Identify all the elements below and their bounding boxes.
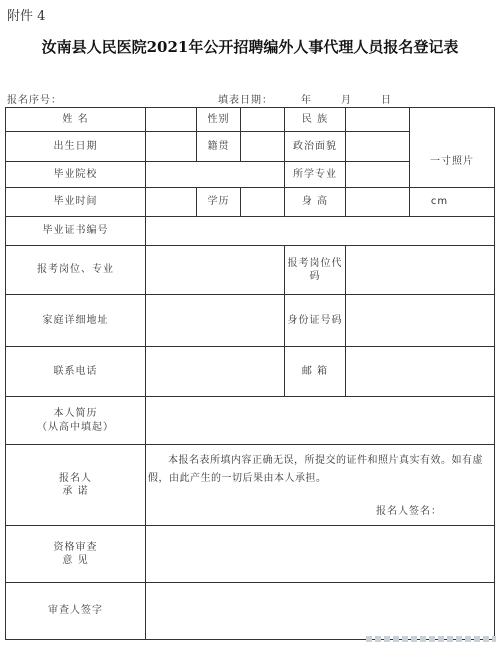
- review-label: [5, 525, 146, 583]
- resume-field[interactable]: [145, 396, 495, 445]
- grad-time-label: 毕业时间: [5, 187, 146, 217]
- signature-label[interactable]: 报名人签名：: [376, 506, 442, 517]
- pledge-label-line2: 承 诺: [62, 486, 89, 497]
- major-field[interactable]: [345, 161, 410, 188]
- school-label: 毕业院校: [5, 161, 146, 188]
- day-label: 日: [381, 95, 392, 106]
- native-place-field[interactable]: [240, 131, 285, 162]
- resume-label-line1: 本人简历: [53, 408, 98, 419]
- certificate-no-label: 毕业证书编号: [5, 216, 146, 246]
- gender-label: 性别: [196, 107, 241, 132]
- political-status-field[interactable]: [345, 131, 410, 162]
- fill-date-label: 填表日期：: [218, 95, 273, 106]
- id-no-label: 身份证号码: [284, 294, 346, 347]
- pledge-text: 本报名表所填内容正确无误，所提交的证件和照片真实有效。如有虚假，由此产生的一切后果由本人承担。: [148, 455, 483, 484]
- resume-label: [5, 396, 146, 445]
- ethnicity-field[interactable]: [345, 107, 410, 132]
- school-field[interactable]: [145, 161, 285, 188]
- major-label: 所学专业: [284, 161, 346, 188]
- phone-field[interactable]: [145, 346, 285, 397]
- pledge-label-line1: 报名人: [59, 472, 92, 484]
- reviewer-sign-field[interactable]: [145, 582, 495, 640]
- watermark-bar: [366, 636, 496, 642]
- review-field[interactable]: [145, 525, 495, 583]
- phone-label: 联系电话: [5, 346, 146, 397]
- position-field[interactable]: [145, 245, 285, 295]
- reg-no-label: 报名序号：: [7, 95, 62, 106]
- year-label: 年: [301, 95, 312, 106]
- review-label-line1: 资格审查: [53, 541, 98, 553]
- political-status-label: 政治面貌: [284, 131, 346, 162]
- education-label: 学历: [196, 187, 241, 217]
- education-field[interactable]: [240, 187, 285, 217]
- name-label: 姓 名: [5, 107, 146, 132]
- attachment-label: 附件 4: [7, 9, 46, 24]
- birth-date-field[interactable]: [145, 131, 197, 162]
- height-field[interactable]: [345, 187, 495, 217]
- position-code-field[interactable]: [345, 245, 495, 295]
- id-no-field[interactable]: [345, 294, 495, 347]
- resume-label-line2: （从高中填起）: [37, 421, 114, 433]
- pledge-label: [5, 444, 146, 526]
- position-code-label: 报考岗位代码: [284, 245, 346, 295]
- gender-field[interactable]: [240, 107, 285, 132]
- position-label: 报考岗位、专业: [5, 245, 146, 295]
- birth-date-label: 出生日期: [5, 131, 146, 162]
- height-unit: cm: [430, 196, 449, 208]
- certificate-no-field[interactable]: [145, 216, 495, 246]
- email-field[interactable]: [345, 346, 495, 397]
- form-title: 汝南县人民医院2021年公开招聘编外人事代理人员报名登记表: [41, 38, 459, 56]
- reviewer-sign-label: 审查人签字: [5, 582, 146, 640]
- ethnicity-label: 民 族: [284, 107, 346, 132]
- grad-time-field[interactable]: [145, 187, 197, 217]
- native-place-label: 籍贯: [196, 131, 241, 162]
- month-label: 月: [341, 95, 352, 106]
- address-field[interactable]: [145, 294, 285, 347]
- review-label-line2: 意 见: [62, 555, 89, 566]
- height-label: 身 高: [284, 187, 346, 217]
- address-label: 家庭详细地址: [5, 294, 146, 347]
- photo-box[interactable]: 一寸照片: [409, 107, 495, 217]
- name-field[interactable]: [145, 107, 197, 132]
- email-label: 邮 箱: [284, 346, 346, 397]
